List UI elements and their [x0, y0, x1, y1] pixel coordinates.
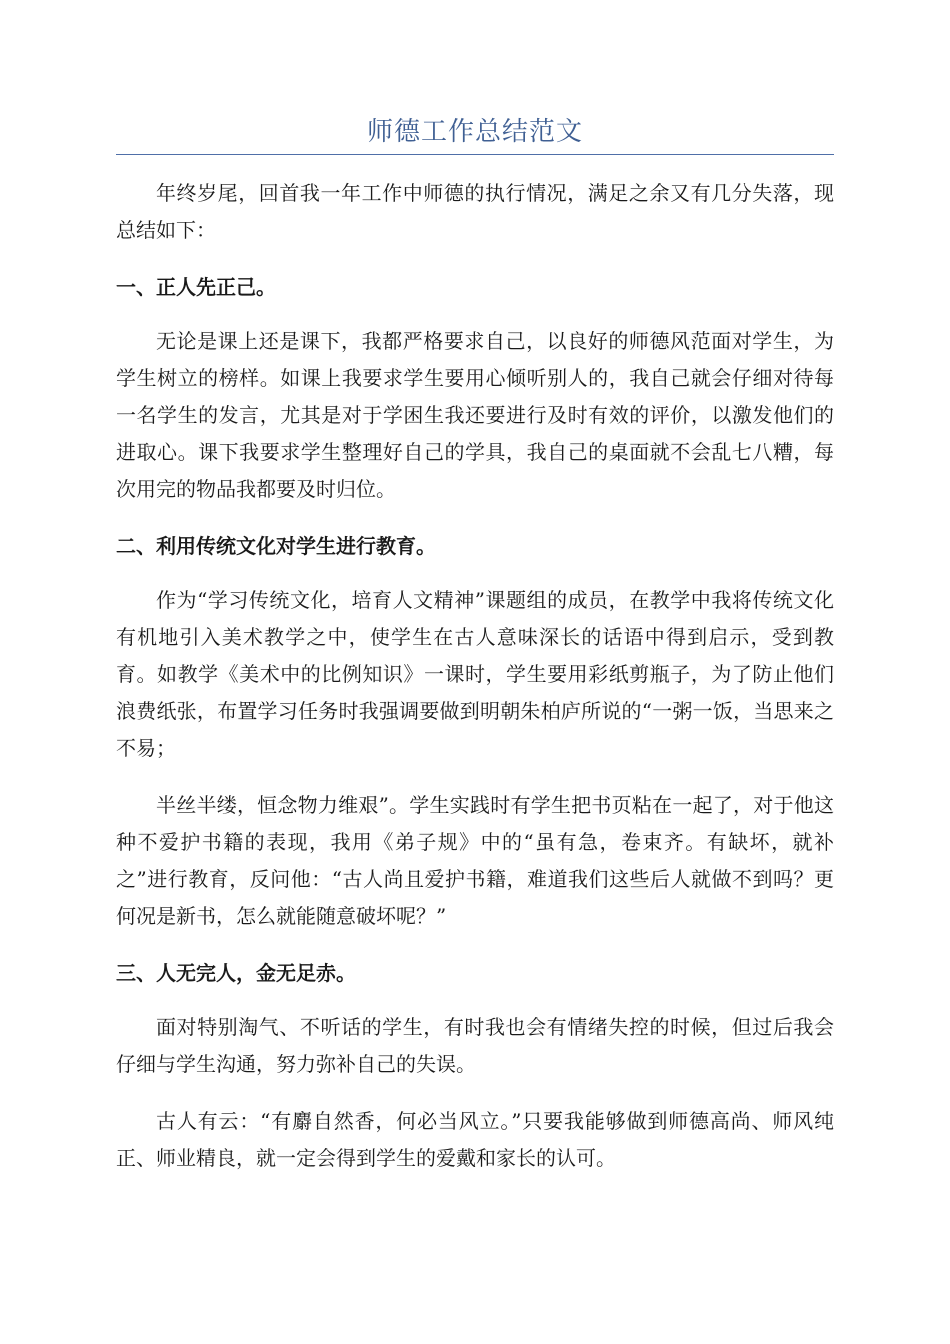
- section-3-paragraph-1: 面对特别淘气、不听话的学生，有时我也会有情绪失控的时候，但过后我会仔细与学生沟通，努力弥补自己的失误。: [116, 1015, 834, 1076]
- section-heading-2: 二、利用传统文化对学生进行教育。: [116, 534, 436, 558]
- section-1-paragraph-1: 无论是课上还是课下，我都严格要求自己，以良好的师德风范面对学生，为学生树立的榜样。如课上我要求学生要用心倾听别人的，我自己就会仔细对待每一名学生的发言，尤其是对于学困生我还要进行及时有效的评价，以激发他们的进取心。课下我要求学生整理好自己的学具，我自己的桌面就不会乱七八糟，每次用完的物品我都要及时归位。: [116, 329, 834, 501]
- section-2-paragraph-2: 半丝半缕，恒念物力维艰”。学生实践时有学生把书页粘在一起了，对于他这种不爱护书籍的表现，我用《弟子规》中的“虽有急，卷束齐。有缺坏，就补之”进行教育，反问他：“古人尚且爱护书籍，难道我们这些后人就做不到吗？更何况是新书，怎么就能随意破坏呢？”: [116, 793, 834, 928]
- intro-paragraph: 年终岁尾，回首我一年工作中师德的执行情况，满足之余又有几分失落，现总结如下：: [116, 181, 834, 242]
- section-3-paragraph-2: 古人有云：“有麝自然香，何必当风立。”只要我能够做到师德高尚、师风纯正、师业精良，就一定会得到学生的爱戴和家长的认可。: [116, 1109, 834, 1170]
- document-page: [116, 112, 834, 1197]
- section-heading-3: 三、人无完人，金无足赤。: [116, 961, 356, 985]
- title-underline: [116, 154, 834, 155]
- document-title: 师德工作总结范文: [366, 117, 583, 147]
- section-heading-1: 一、正人先正己。: [116, 275, 276, 299]
- section-2-paragraph-1: 作为“学习传统文化，培育人文精神”课题组的成员，在教学中我将传统文化有机地引入美术教学之中，使学生在古人意味深长的话语中得到启示，受到教育。如教学《美术中的比例知识》一课时，学生要用彩纸剪瓶子，为了防止他们浪费纸张，布置学习任务时我强调要做到明朝朱柏庐所说的“一粥一饭，当思来之不易；: [116, 588, 834, 760]
